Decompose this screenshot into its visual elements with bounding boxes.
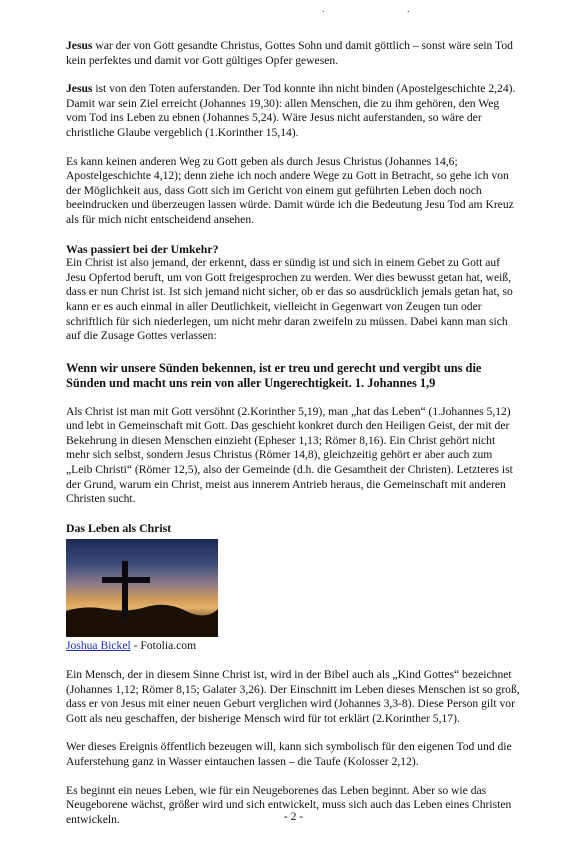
paragraph-child-of-god: Ein Mensch, der in diesem Sinne Christ ist, wird in der Bibel auch als „Kind Gottes“ bezeichnet (Johannes 1,12; Römer 8,15; Galater 3,26). Der Einschnitt im Leben dieses Menschen ist so groß, dass er von Jesus mit einer neuen Geburt verglichen wird (Johannes 3,3-8). Diese Person gilt vor Gott als neu geschaffen, der bisherige Mensch wird für tot erklärt (2.Korinther 5,17). xyxy=(66,668,520,725)
cross-sunset-photo xyxy=(66,539,218,637)
heading-christian-life: Das Leben als Christ xyxy=(66,520,172,535)
bible-quote: Wenn wir unsere Sünden bekennen, ist er treu und gerecht und vergibt uns die Sünden und macht uns rein von aller Ungerechtigkeit. 1. Johannes 1,9 xyxy=(66,360,482,390)
photographer-link[interactable]: Joshua Bickel xyxy=(66,639,131,653)
paragraph-only-way: Es kann keinen anderen Weg zu Gott geben als durch Jesus Christus (Johannes 14,6; Apostelgeschichte 4,12); denn ziehe ich noch andere Wege zu Gott in Betracht, so gehe ich von der Möglichkeit aus, dass Gott sich im Gericht von einem gut geführten Leben doch noch beeindrucken und überzeugen lassen würde. Damit würde ich die Bedeutung Jesu Tod am Kreuz als für mich nicht entscheidend ansehen. xyxy=(66,154,514,226)
paragraph-baptism: Wer dieses Ereignis öffentlich bezeugen will, kann sich symbolisch für den eigenen Tod und die Auferstehung ganz in Wasser eintauchen lassen – die Taufe (Kolosser 2,12). xyxy=(66,740,512,768)
document-page xyxy=(66,0,521,827)
paragraph-resurrection: Jesus ist von den Toten auferstanden. Der Tod konnte ihn nicht binden (Apostelgeschichte 2,24). Damit war sein Ziel erreicht (Johannes 19,30): allen Menschen, die zu ihm gehören, den Weg vom Tod ins Leben zu ebnen (Johannes 5,24). Wäre Jesus nicht auferstanden, so wäre der christliche Glaube vergeblich (1.Korinther 15,14). xyxy=(66,82,516,139)
header-marks: . . xyxy=(322,4,450,15)
cross-silhouette-icon xyxy=(66,539,218,637)
photo-caption: Joshua Bickel - Fotolia.com xyxy=(66,639,197,653)
paragraph-jesus-god: Jesus war der von Gott gesandte Christus, Gottes Sohn und damit göttlich – sonst wäre sein Tod kein perfektes und damit vor Gott gültiges Opfer gewesen. xyxy=(66,39,513,67)
paragraph-new-life: Es beginnt ein neues Leben, wie für ein Neugeborenes das Leben beginnt. Aber so wie das Neugeborene wächst, größer wird und sich entwickelt, muss sich auch das Leben eines Christen entwickeln. xyxy=(66,783,512,826)
heading-conversion: Was passiert bei der Umkehr? xyxy=(66,241,219,256)
page-number: - 2 - xyxy=(283,810,304,823)
paragraph-reconciled: Als Christ ist man mit Gott versöhnt (2.Korinther 5,19), man „hat das Leben“ (1.Johannes 5,12) und lebt in Gemeinschaft mit Gott. Das geschieht konkret durch den Heiligen Geist, der mit der Bekehrung in diesen Menschen einzieht (Epheser 1,13; Römer 8,16). Ein Christ gehört nicht mehr sich selbst, sondern Jesus Christus (Römer 14,8), gleichzeitig gehört er aber auch zum „Leib Christi“ (Römer 12,5), also der Gemeinde (d.h. die Gesamtheit der Christen). Letzteres ist der Grund, warum ein Christ, meist aus innerem Antrieb heraus, die Gemeinschaft mit anderen Christen sucht. xyxy=(66,404,513,506)
paragraph-conversion: Ein Christ ist also jemand, der erkennt, dass er sündig ist und sich in einem Gebet zu Gott auf Jesu Opfertod beruft, um von Gott freigesprochen zu werden. Wer dies bewusst getan hat, weiß, dass er nun Christ ist. Ist sich jemand nicht sicher, ob er das so ausdrücklich jemals getan hat, so kann er es auch einmal in aller Deutlichkeit, vielleicht in Gegenwart von Zeugen tun oder schriftlich für sich niederlegen, um nicht mehr daran zweifeln zu müssen. Dabei kann man sich auf die Zusage Gottes verlassen: xyxy=(66,256,513,343)
